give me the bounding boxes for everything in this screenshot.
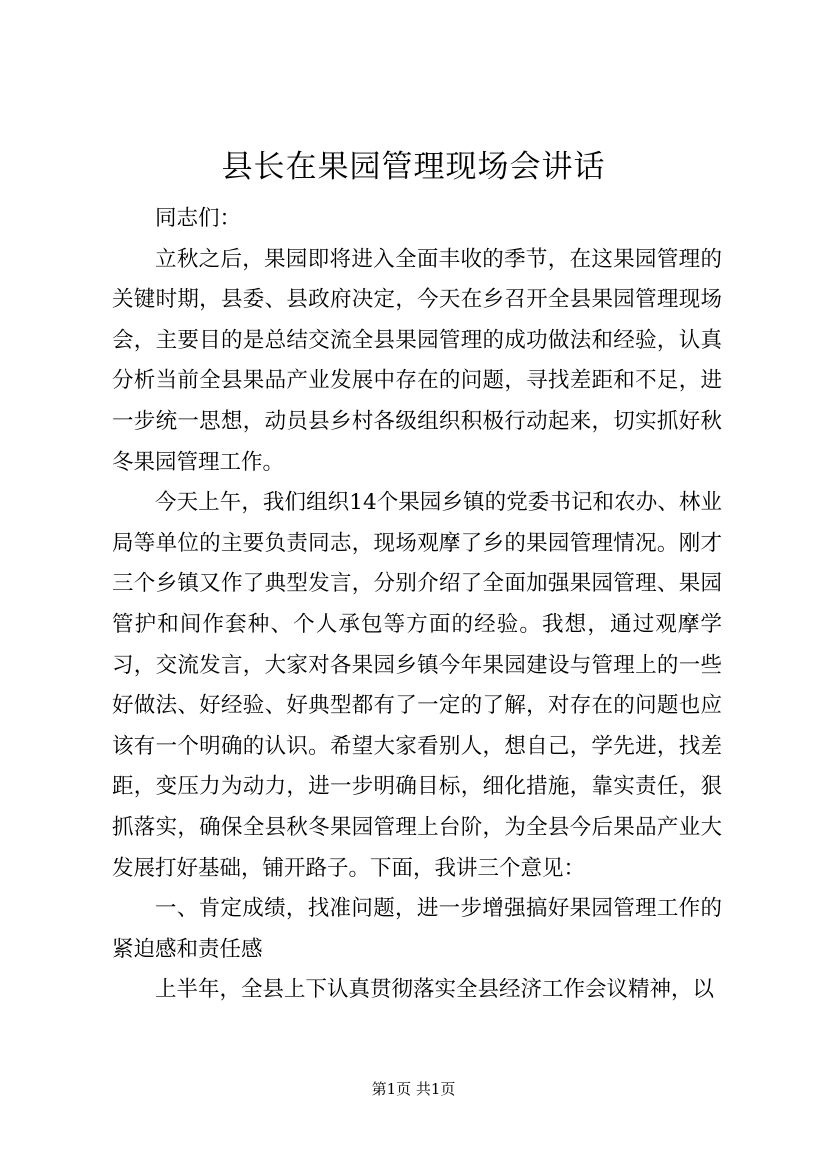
paragraph-2: 今天上午，我们组织14个果园乡镇的党委书记和农办、林业局等单位的主要负责同志，现场观摩了乡的果园管理情况。刚才三个乡镇又作了典型发言，分别介绍了全面加强果园管理、果园管护和间作套种、个人承包等方面的经验。我想，通过观摩学习，交流发言，大家对各果园乡镇今年果园建设与管理上的一些好做法、好经验、好典型都有了一定的了解，对存在的问题也应该有一个明确的认识。希望大家看别人，想自己，学先进，找差距，变压力为动力，进一步明确目标，细化措施，靠实责任，狠抓落实，确保全县秋冬果园管理上台阶，为全县今后果品产业大发展打好基础，铺开路子。下面，我讲三个意见： — [112, 490, 722, 881]
section-heading-1: 一、肯定成绩，找准问题，进一步增强搞好果园管理工作的紧迫感和责任感 — [112, 896, 722, 962]
document-title: 县长在果园管理现场会讲话 — [221, 149, 606, 185]
document-body — [112, 199, 722, 1011]
paragraph-3: 上半年，全县上下认真贯彻落实全县经济工作会议精神，以 — [155, 977, 715, 1003]
page-number-footer: 第1页 共1页 — [371, 1080, 456, 1098]
paragraph-1: 立秋之后，果园即将进入全面丰收的季节，在这果园管理的关键时期，县委、县政府决定，今天在乡召开全县果园管理现场会，主要目的是总结交流全县果园管理的成功做法和经验，认真分析当前全县果品产业发展中存在的问题，寻找差距和不足，进一步统一思想，动员县乡村各级组织积极行动起来，切实抓好秋冬果园管理工作。 — [112, 246, 722, 475]
salutation: 同志们： — [155, 206, 242, 231]
